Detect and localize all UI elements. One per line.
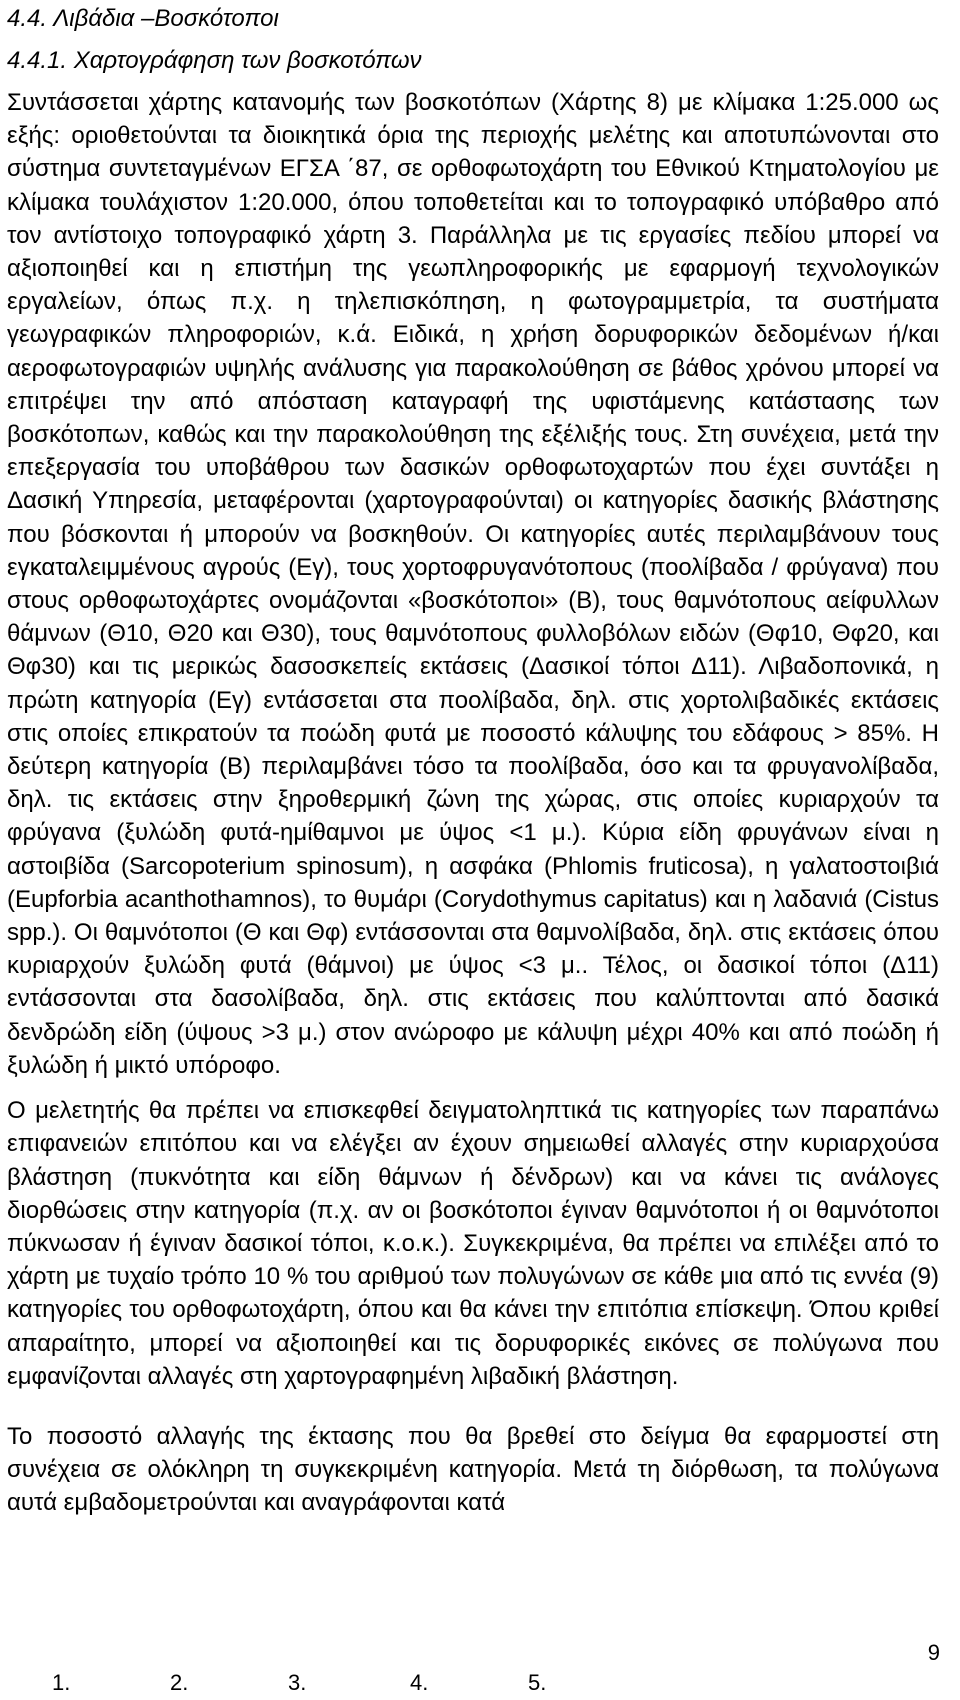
footer-item: 5. [528, 1670, 547, 1695]
footer-numbered-list [0, 1670, 960, 1700]
paragraph-field-verification: Ο μελετητής θα πρέπει να επισκεφθεί δειγματοληπτικά τις κατηγορίες των παραπάνω επιφανειών επιτόπου και να ελέγξει αν έχουν σημειωθεί αλλαγές στην κυριαρχούσα βλάστηση (πυκνότητα και είδη θάμνων ή δένδρων) και να κάνει τις ανάλογες διορθώσεις στην κατηγορία (π.χ. αν οι βοσκότοποι έγιναν θαμνότοποι ή οι θαμνότοποι πύκνωσαν ή έγιναν δασικοί τόποι, κ.ο.κ.). Συγκεκριμένα, θα πρέπει να επιλέξει από το χάρτη με τυχαίο τρόπο 10 % του αριθμού των πολυγώνων σε κάθε μια από τις εννέα (9) κατηγορίες του ορθοφωτοχάρτη, όπου και θα κάνει την επιτόπια επίσκεψη. Όπου κριθεί απαραίτητο, μπορεί να αξιοποιηθεί και τις δορυφορικές εικόνες σε πολύγωνα που εμφανίζονται αλλαγές στη χαρτογραφημένη λιβαδική βλάστηση. [7, 1097, 939, 1390]
footer-item: 2. [170, 1670, 189, 1695]
paragraph-mapping-method: Συντάσσεται χάρτης κατανομής των βοσκοτόπων (Χάρτης 8) με κλίμακα 1:25.000 ως εξής: οριοθετούνται τα διοικητικά όρια της περιοχής μελέτης και αποτυπώνονται στο σύστημα συντεταγμένων ΕΓΣΑ ΄87, σε ορθοφωτοχάρτη του Εθνικού Κτηματολογίου με κλίμακα τουλάχιστον 1:20.000, όπου τοποθετείται και το τοπογραφικό υπόβαθρο από τον αντίστοιχο τοπογραφικό χάρτη 3. Παράλληλα με τις εργασίες πεδίου μπορεί να αξιοποιηθεί και η επιστήμη της γεωπληροφορικής με εφαρμογή τεχνολογικών εργαλείων, όπως π.χ. η τηλεπισκόπηση, η φωτογραμμετρία, τα συστήματα γεωγραφικών πληροφοριών, κ.ά. Ειδικά, η χρήση δορυφορικών δεδομένων ή/και αεροφωτογραφιών υψηλής ανάλυσης για παρακολούθηση σε βάθος χρόνου μπορεί να επιτρέψει την από απόσταση καταγραφή της υφιστάμενης κατάστασης των βοσκότοπων, καθώς και την παρακολούθηση της εξέλιξής τους. Στη συνέχεια, μετά την επεξεργασία του υποβάθρου των δασικών ορθοφωτοχαρτών που έχει συντάξει η Δασική Υπηρεσία, μεταφέρονται (χαρτογραφούνται) οι κατηγορίες δασικής βλάστησης που βόσκονται ή μπορούν να βοσκηθούν. Οι κατηγορίες αυτές περιλαμβάνουν τους εγκαταλειμμένους αγρούς (Εγ), τους χορτοφρυγανότοπους (ποολίβαδα / φρύγανα) που στους ορθοφωτοχάρτες ονομάζονται «βοσκότοποι» (Β), τους θαμνότοπους αείφυλλων θάμνων (Θ10, Θ20 και Θ30), τους θαμνότοπους φυλλοβόλων ειδών (Θφ10, Θφ20, και Θφ30) και τις μερικώς δασοσκεπείς εκτάσεις (Δασικοί τόποι Δ11). Λιβαδοπονικά, η πρώτη κατηγορία (Εγ) εντάσσεται στα ποολίβαδα, δηλ. στις χορτολιβαδικές εκτάσεις στις οποίες επικρατούν τα ποώδη φυτά με ποσοστό κάλυψης του εδάφους > 85%. Η δεύτερη κατηγορία (Β) περιλαμβάνει τόσο τα ποολίβαδα, όσο και τα φρυγανολίβαδα, δηλ. τις εκτάσεις στην ξηροθερμική ζώνη της χώρας, στις οποίες κυριαρχούν τα φρύγανα (ξυλώδη φυτά-ημίθαμνοι με ύψος <1 μ.). Κύρια είδη φρυγάνων είναι η αστοιβίδα (Sarcopoterium spinosum), η ασφάκα (Phlomis fruticosa), η γαλατοστοιβιά (Eupforbia acanthothamnos), το θυμάρι (Corydothymus capitatus) και η λαδανιά (Cistus spp.). Οι θαμνότοποι (Θ και Θφ) εντάσσονται στα θαμνολίβαδα, δηλ. στις εκτάσεις όπου κυριαρχούν ξυλώδη φυτά (θάμνοι) με ύψος <3 μ.. Τέλος, οι δασικοί τόποι (Δ11) εντάσσονται στα δασολίβαδα, δηλ. στις εκτάσεις που καλύπτονται από δασικά δενδρώδη είδη (ύψους >3 μ.) στον ανώροφο με κάλυψη μέχρι 40% και από ποώδη ή ξυλώδη ή μικτό υπόροφο. [7, 89, 939, 1079]
section-heading: 4.4. Λιβάδια –Βοσκότοποι [7, 5, 279, 32]
subsection-heading: 4.4.1. Χαρτογράφηση των βοσκοτόπων [7, 47, 422, 74]
document-page [7, 0, 939, 1520]
footer-item: 4. [410, 1670, 429, 1695]
page-number: 9 [927, 1640, 940, 1665]
footer-item: 3. [288, 1670, 307, 1695]
footer-item: 1. [52, 1670, 71, 1695]
paragraph-change-percentage: Το ποσοστό αλλαγής της έκτασης που θα βρεθεί στο δείγμα θα εφαρμοστεί στη συνέχεια σε ολόκληρη τη συγκεκριμένη κατηγορία. Μετά τη διόρθωση, τα πολύγωνα αυτά εμβαδομετρούνται και αναγράφονται κατά [7, 1422, 939, 1517]
